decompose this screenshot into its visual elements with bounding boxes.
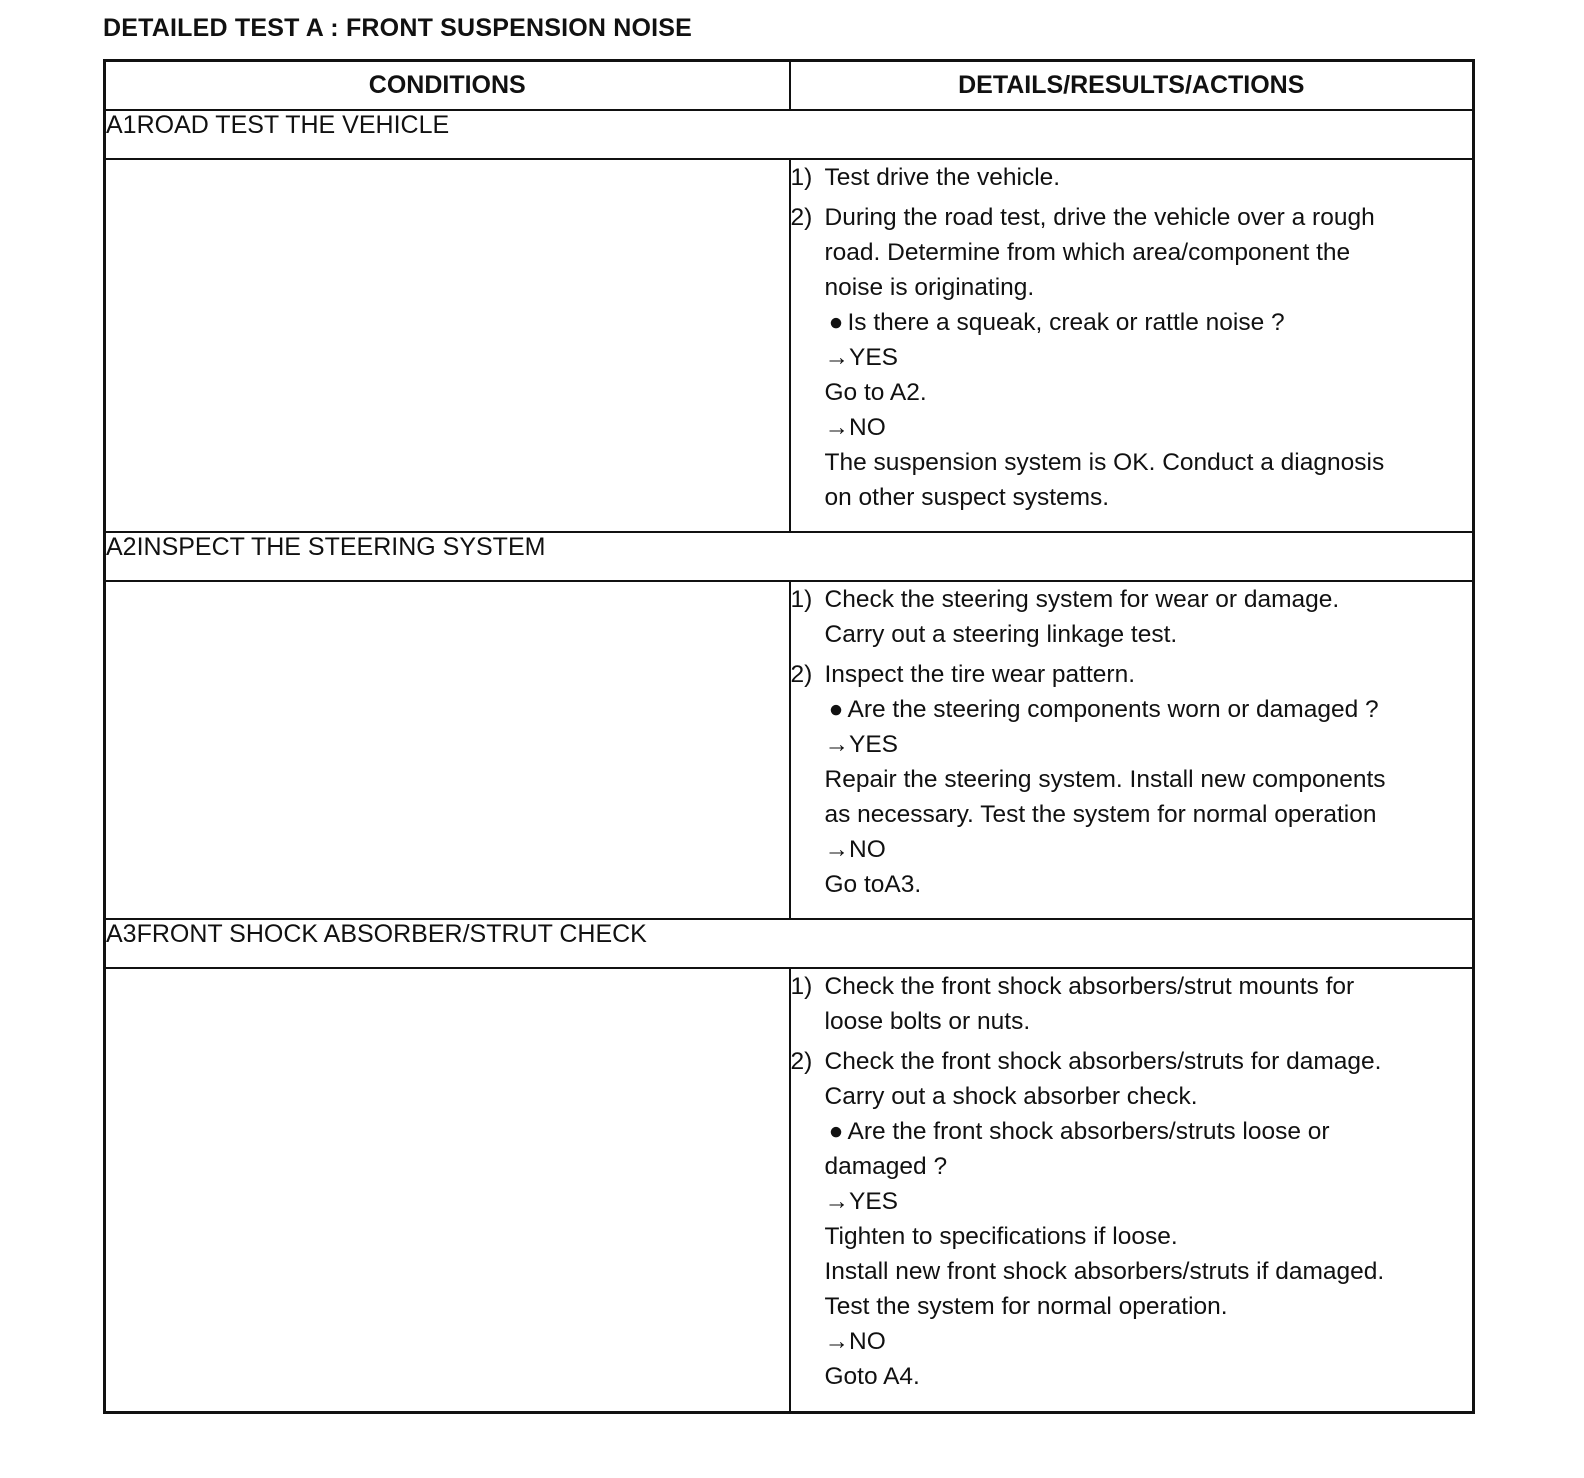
detail-text: Carry out a steering linkage test. bbox=[824, 621, 1178, 648]
no-branch bbox=[825, 832, 1473, 867]
detail-text: road. Determine from which area/component the bbox=[824, 239, 1351, 266]
right-arrow-icon: → bbox=[824, 1188, 849, 1215]
item-number: 2) bbox=[790, 204, 813, 231]
detail-text: Inspect the tire wear pattern. bbox=[824, 661, 1135, 688]
step-title-row bbox=[105, 919, 1474, 968]
column-header-conditions: CONDITIONS bbox=[105, 61, 790, 111]
question-line bbox=[825, 305, 1473, 340]
detail-item bbox=[791, 1044, 1473, 1394]
right-arrow-icon: → bbox=[824, 836, 849, 863]
yes-branch bbox=[825, 1184, 1473, 1219]
item-number: 1) bbox=[790, 973, 813, 1000]
step-title-a1: A1ROAD TEST THE VEHICLE bbox=[105, 110, 1474, 159]
bullet-icon: ● bbox=[828, 696, 844, 723]
yes-branch bbox=[825, 340, 1473, 375]
question-text-continued: damaged ? bbox=[824, 1153, 948, 1180]
right-arrow-icon: → bbox=[824, 344, 849, 371]
step-title-row bbox=[105, 532, 1474, 581]
no-label: NO bbox=[849, 1328, 886, 1355]
table-header-row bbox=[105, 61, 1474, 111]
question-text: Are the front shock absorbers/struts loose or bbox=[847, 1118, 1330, 1145]
no-branch bbox=[825, 1324, 1473, 1359]
yes-action: as necessary. Test the system for normal operation bbox=[824, 801, 1377, 828]
column-header-details: DETAILS/RESULTS/ACTIONS bbox=[790, 61, 1474, 111]
yes-action: Test the system for normal operation. bbox=[824, 1293, 1228, 1320]
detail-text: Check the steering system for wear or damage. bbox=[824, 586, 1340, 613]
details-cell-a3 bbox=[790, 968, 1474, 1412]
step-body-row bbox=[105, 159, 1474, 532]
item-number: 2) bbox=[790, 661, 813, 688]
right-arrow-icon: → bbox=[824, 731, 849, 758]
yes-action: Repair the steering system. Install new components bbox=[824, 766, 1386, 793]
yes-label: YES bbox=[849, 731, 899, 758]
question-line bbox=[825, 692, 1473, 727]
no-label: NO bbox=[849, 414, 886, 441]
no-label: NO bbox=[849, 836, 886, 863]
detail-item bbox=[791, 657, 1473, 902]
detail-item bbox=[791, 582, 1473, 652]
step-body-row bbox=[105, 968, 1474, 1412]
yes-branch bbox=[825, 727, 1473, 762]
conditions-cell-a2 bbox=[105, 581, 790, 919]
no-action: Goto A4. bbox=[824, 1363, 920, 1390]
bullet-icon: ● bbox=[828, 309, 844, 336]
detail-text: Carry out a shock absorber check. bbox=[824, 1083, 1198, 1110]
item-number: 1) bbox=[790, 586, 813, 613]
question-text: Is there a squeak, creak or rattle noise ? bbox=[847, 309, 1285, 336]
right-arrow-icon: → bbox=[824, 414, 849, 441]
yes-action: Go to A2. bbox=[824, 379, 927, 406]
yes-label: YES bbox=[849, 344, 899, 371]
yes-action: Tighten to specifications if loose. bbox=[824, 1223, 1178, 1250]
yes-action: Install new front shock absorbers/struts if damaged. bbox=[824, 1258, 1385, 1285]
item-number: 2) bbox=[790, 1048, 813, 1075]
conditions-cell-a3 bbox=[105, 968, 790, 1412]
detail-item bbox=[791, 200, 1473, 515]
step-title-a2: A2INSPECT THE STEERING SYSTEM bbox=[105, 532, 1474, 581]
no-action: Go toA3. bbox=[824, 871, 922, 898]
question-line bbox=[825, 1114, 1473, 1149]
conditions-cell-a1 bbox=[105, 159, 790, 532]
item-number: 1) bbox=[790, 164, 813, 191]
step-title-row bbox=[105, 110, 1474, 159]
yes-label: YES bbox=[849, 1188, 899, 1215]
detail-item bbox=[791, 969, 1473, 1039]
no-action: The suspension system is OK. Conduct a diagnosis bbox=[824, 449, 1385, 476]
no-branch bbox=[825, 410, 1473, 445]
detail-text: Check the front shock absorbers/strut mounts for bbox=[824, 973, 1355, 1000]
detail-text: noise is originating. bbox=[824, 274, 1035, 301]
detail-item bbox=[791, 160, 1473, 195]
diagnostic-table bbox=[103, 59, 1475, 1414]
question-text: Are the steering components worn or damaged ? bbox=[847, 696, 1379, 723]
detail-text: loose bolts or nuts. bbox=[824, 1008, 1031, 1035]
page-title: DETAILED TEST A : FRONT SUSPENSION NOISE bbox=[103, 14, 693, 42]
details-cell-a1 bbox=[790, 159, 1474, 532]
step-body-row bbox=[105, 581, 1474, 919]
step-title-a3: A3FRONT SHOCK ABSORBER/STRUT CHECK bbox=[105, 919, 1474, 968]
details-cell-a2 bbox=[790, 581, 1474, 919]
detail-text: Test drive the vehicle. bbox=[824, 164, 1061, 191]
no-action: on other suspect systems. bbox=[824, 484, 1110, 511]
right-arrow-icon: → bbox=[824, 1328, 849, 1355]
detail-text: During the road test, drive the vehicle over a rough bbox=[824, 204, 1375, 231]
bullet-icon: ● bbox=[828, 1118, 844, 1145]
detail-text: Check the front shock absorbers/struts for damage. bbox=[824, 1048, 1382, 1075]
